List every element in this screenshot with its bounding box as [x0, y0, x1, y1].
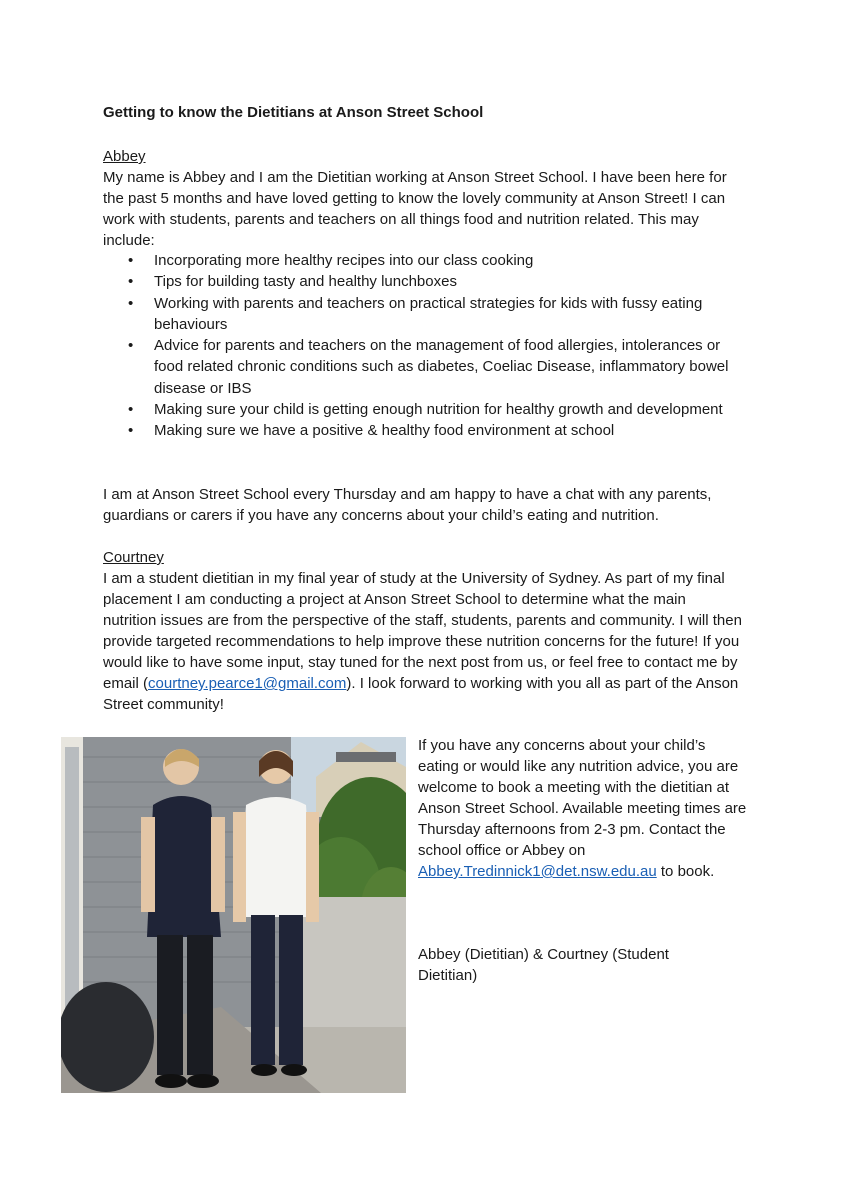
bullet-icon: • — [128, 273, 134, 291]
dietitians-photo — [61, 737, 406, 1093]
list-item: • Incorporating more healthy recipes into our class cooking — [103, 250, 743, 271]
abbey-section — [103, 146, 743, 251]
signoff: Abbey (Dietitian) & Courtney (Student Dietitian) — [418, 946, 669, 984]
abbey-availability: I am at Anson Street School every Thursday and am happy to have a chat with any parents, guardians or carers if you have any concerns about your child’s eating and nutrition. — [103, 486, 712, 524]
bullet-icon: • — [128, 252, 134, 269]
booking-info — [418, 735, 748, 882]
list-item: • Tips for building tasty and healthy lunchboxes — [103, 271, 743, 292]
abbey-heading: Abbey — [103, 148, 146, 165]
booking-text-end: to book. — [656, 863, 715, 880]
bullet-icon: • — [128, 337, 134, 355]
booking-text: If you have any concerns about your child’s eating or would like any nutrition advice, you are welcome to book a meeting with the dietitian at Anson Street School. Available meeting times are Thursday afternoons from 2-3 pm. Contact the school office or Abbey on — [418, 737, 747, 859]
page-title: Getting to know the Dietitians at Anson Street School — [103, 104, 484, 121]
courtney-section — [103, 547, 743, 715]
abbey-email-link[interactable]: Abbey.Tredinnick1@det.nsw.edu.au — [418, 863, 657, 880]
courtney-heading: Courtney — [103, 549, 164, 566]
list-item: • Working with parents and teachers on practical strategies for kids with fussy eating behaviours — [128, 294, 703, 333]
list-item: • Making sure your child is getting enough nutrition for healthy growth and development — [103, 399, 743, 420]
courtney-body-start: I am a student dietitian in my final year of study at the University of Sydney. As part of my final placement I am conducting a project at Anson Street School to determine what the main nutrition issues are from the perspective of the staff, students, parents and community. I will then provide targeted recommendations to help improve these nutrition concerns for the future! If you would like to have some input, stay tuned for the next post from us, or feel free to contact me by email ( — [103, 570, 742, 692]
abbey-services-list — [103, 250, 743, 442]
abbey-intro: My name is Abbey and I am the Dietitian working at Anson Street School. I have been here for the past 5 months and have loved getting to know the lovely community at Anson Street! I can work with students, parents and teachers on all things food and nutrition related. This may include: — [103, 169, 727, 249]
bullet-icon: • — [128, 294, 134, 312]
bullet-icon: • — [128, 422, 134, 440]
bullet-icon: • — [128, 401, 134, 419]
list-item: • Advice for parents and teachers on the management of food allergies, intolerances or food related chronic conditions such as diabetes, Coeliac Disease, inflammatory bowel disease or IBS — [128, 337, 729, 397]
list-item: • Making sure we have a positive & healthy food environment at school — [103, 420, 743, 441]
courtney-email-link[interactable]: courtney.pearce1@gmail.com — [148, 675, 347, 692]
courtney-body-end: ). I look forward to working with you all as part of the Anson Street community! — [103, 675, 739, 713]
